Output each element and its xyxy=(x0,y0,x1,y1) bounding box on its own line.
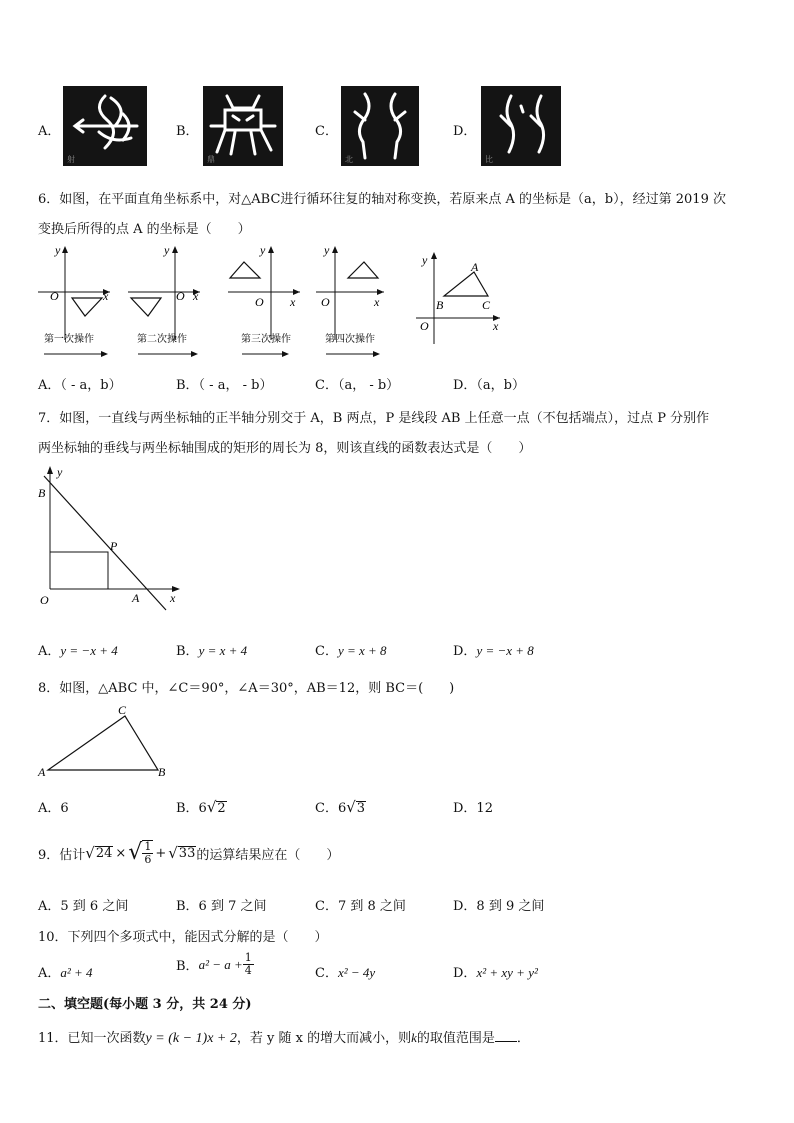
q7-option-d-label: D． xyxy=(453,644,477,659)
q7-point-a-label: A xyxy=(132,591,140,605)
q10-option-a[interactable] xyxy=(38,962,93,981)
q7-option-a-label: A． xyxy=(38,644,61,659)
q8-option-a[interactable]: A．6 xyxy=(38,801,69,816)
q9-fraction xyxy=(142,840,153,866)
q5-glyph-she-drawing xyxy=(63,86,147,166)
q11-suffix: 的取值范围是 xyxy=(416,1031,495,1046)
q6-triangle-3 xyxy=(230,262,260,278)
q8-triangle xyxy=(48,716,158,770)
q7-option-a[interactable] xyxy=(38,640,118,659)
q7-y-label: y xyxy=(57,465,63,479)
q9-option-c[interactable]: C．7 到 8 之间 xyxy=(315,899,406,914)
q6-y-label-4: y xyxy=(324,243,330,257)
q8-option-d[interactable]: D．12 xyxy=(453,801,493,816)
q6-stem-line2: 变换后所得的点 A 的坐标是（ ） xyxy=(38,222,251,237)
q8-point-b-label: B xyxy=(158,765,166,779)
q11-prefix: 11．已知一次函数 xyxy=(38,1031,146,1046)
q10-option-c-label: C． xyxy=(315,966,338,981)
q7-option-b-expr: y = x + 4 xyxy=(198,643,248,658)
q5-glyph-bei-image[interactable] xyxy=(341,86,419,166)
q10-option-a-label: A． xyxy=(38,966,61,981)
q6-step-1-label: 第一次操作 xyxy=(44,334,94,345)
q6-figure xyxy=(30,240,530,366)
q6-option-b[interactable]: B．（ - a， - b） xyxy=(176,378,273,393)
q11-k: k xyxy=(411,1030,417,1045)
q6-step-2-label: 第二次操作 xyxy=(137,334,187,345)
q5-option-b-label: B． xyxy=(176,124,199,139)
q7-figure xyxy=(30,462,190,612)
q8-figure xyxy=(30,700,180,780)
q6-y-label-3: y xyxy=(260,243,266,257)
q8-option-b-label: B．6 xyxy=(176,801,207,816)
q6-panel-1 xyxy=(38,243,110,340)
q10-option-d-label: D． xyxy=(453,966,477,981)
q9-radicand-1: 24 xyxy=(95,846,113,861)
q6-panel-2 xyxy=(128,243,200,340)
q6-x-label-4: x xyxy=(374,295,380,309)
q6-x-label-1: x xyxy=(103,289,109,303)
q7-option-d[interactable] xyxy=(453,640,534,659)
q6-panel-original xyxy=(416,252,500,344)
q6-o-label-1: O xyxy=(50,289,59,303)
q8-option-c-radicand: 3 xyxy=(356,801,366,816)
q10-option-b-denominator: 4 xyxy=(244,964,252,977)
q6-point-a-label: A xyxy=(471,260,479,274)
q8-point-c-label: C xyxy=(118,703,127,717)
q7-stem-line1: 7．如图，一直线与两坐标轴的正半轴分别交于 A，B 两点，P 是线段 AB 上任意一点（不包括端点），过点 P 分别作 xyxy=(38,411,710,426)
q6-o-label-3: O xyxy=(255,295,264,309)
q5-caption-b: 鼎 xyxy=(207,155,215,164)
q9-option-d[interactable]: D．8 到 9 之间 xyxy=(453,899,545,914)
q10-option-b-expr: a² − a + xyxy=(198,956,243,972)
q6-point-c-label: C xyxy=(482,298,491,312)
q10-option-c[interactable] xyxy=(315,962,375,981)
q6-option-a[interactable]: A．（ - a，b） xyxy=(38,378,122,393)
q5-option-a-label: A． xyxy=(38,124,61,139)
q6-step-4-label: 第四次操作 xyxy=(325,334,375,345)
q9-prefix: 9．估计 xyxy=(38,847,86,863)
q7-option-c-label: C． xyxy=(315,644,338,659)
q6-panel-3 xyxy=(228,243,300,340)
q6-operations xyxy=(44,332,380,357)
q11-answer-blank[interactable] xyxy=(495,1031,517,1042)
q9-suffix: 的运算结果应在（ ） xyxy=(196,847,340,863)
q5-glyph-bi-image[interactable] xyxy=(481,86,561,166)
q10-option-b[interactable] xyxy=(176,952,254,977)
q9-option-a[interactable]: A．5 到 6 之间 xyxy=(38,899,129,914)
q8-point-a-label: A xyxy=(38,765,46,779)
q5-glyph-bi-drawing xyxy=(481,86,561,166)
q10-option-b-numerator: 1 xyxy=(244,951,252,964)
q6-o-label-2: O xyxy=(176,289,185,303)
q5-caption-d: 比 xyxy=(485,155,493,164)
q6-y-label-1: y xyxy=(55,243,61,257)
q10-option-a-expr: a² + 4 xyxy=(60,965,93,980)
q5-glyph-she-image[interactable] xyxy=(63,86,147,166)
q9-plus-sign: + xyxy=(155,845,167,861)
q8-option-b-radicand: 2 xyxy=(217,801,226,816)
q7-rectangle xyxy=(50,552,108,589)
q5-glyph-ding-drawing xyxy=(203,86,283,166)
q9-radicand-2: 33 xyxy=(178,846,196,861)
section2-title xyxy=(38,993,252,1012)
q11-middle: ，若 y 随 x 的增大而减小，则 xyxy=(236,1031,412,1046)
q6-option-d[interactable]: D．（a，b） xyxy=(453,378,525,393)
q5-glyph-ding-image[interactable] xyxy=(203,86,283,166)
q6-triangle-2 xyxy=(131,298,161,316)
q6-x-label-5: x xyxy=(493,319,499,333)
q6-x-label-2: x xyxy=(193,289,199,303)
q10-option-d-expr: x² + xy + y² xyxy=(476,965,538,980)
q10-option-c-expr: x² − 4y xyxy=(337,965,376,980)
q8-stem: 8．如图，△ABC 中，∠C＝90°，∠A＝30°，AB＝12，则 BC＝( ) xyxy=(38,681,455,696)
q7-origin-label: O xyxy=(40,593,49,607)
q7-option-b-label: B． xyxy=(176,644,199,659)
q6-point-b-label: B xyxy=(436,298,444,312)
q7-option-c[interactable] xyxy=(315,640,387,659)
q7-option-c-expr: y = x + 8 xyxy=(337,643,387,658)
q6-triangle-1 xyxy=(72,298,102,316)
q11-stem xyxy=(38,1027,530,1047)
q6-triangle-4 xyxy=(348,262,378,278)
q11-end: ． xyxy=(516,1031,530,1046)
q10-option-d[interactable] xyxy=(453,962,538,981)
q8-option-b[interactable]: B．6√2 xyxy=(176,798,226,816)
q7-line-ab xyxy=(44,476,166,610)
q9-fraction-denominator: 6 xyxy=(144,853,152,866)
q5-glyph-bei-drawing xyxy=(341,86,419,166)
q6-triangle-original xyxy=(444,272,488,296)
q9-fraction-numerator: 1 xyxy=(144,840,152,853)
q7-point-b-label: B xyxy=(38,486,46,500)
q6-step-3-label: 第三次操作 xyxy=(241,334,291,345)
q5-option-c-label: C． xyxy=(315,124,338,139)
q7-option-b[interactable] xyxy=(176,640,247,659)
q10-option-b-fraction xyxy=(243,952,254,977)
q6-option-c[interactable]: C．（a， - b） xyxy=(315,378,400,393)
q11-function-expr: y = (k − 1)x + 2 xyxy=(145,1031,237,1046)
q7-stem-line2: 两坐标轴的垂线与两坐标轴围成的矩形的周长为 8，则该直线的函数表达式是（ ） xyxy=(38,441,532,456)
q6-y-label-5: y xyxy=(422,253,428,267)
q8-option-c-label: C．6 xyxy=(315,801,347,816)
q8-option-c[interactable]: C．6√3 xyxy=(315,798,366,816)
section2-title-text: 二、填空题(每小题 3 分，共 24 分) xyxy=(38,997,252,1012)
q7-x-label: x xyxy=(170,591,176,605)
q9-stem: 9．估计 √ 24 × √ $\frac{1}{6}$ + √ 33 的运算结果应在（ ） xyxy=(38,840,340,866)
q6-panel-4 xyxy=(316,243,384,340)
q6-o-label-5: O xyxy=(420,319,429,333)
q7-option-d-expr: y = −x + 8 xyxy=(476,643,534,658)
q7-point-p-label: P xyxy=(110,539,118,553)
q7-option-a-expr: y = −x + 4 xyxy=(60,643,118,658)
q6-stem-line1: 6．如图，在平面直角坐标系中，对△ABC进行循环往复的轴对称变换，若原来点 A 的坐标是（a，b），经过第 2019 次 xyxy=(38,192,726,207)
q10-stem: 10．下列四个多项式中，能因式分解的是（ ） xyxy=(38,930,328,945)
q5-caption-a: 射 xyxy=(67,155,75,164)
q9-times-sign: × xyxy=(115,845,127,861)
q6-x-label-3: x xyxy=(290,295,296,309)
q10-option-b-label: B． xyxy=(176,959,199,974)
q6-y-label-2: y xyxy=(164,243,170,257)
q9-option-b[interactable]: B．6 到 7 之间 xyxy=(176,899,267,914)
q6-o-label-4: O xyxy=(321,295,330,309)
q5-caption-c: 北 xyxy=(345,155,353,164)
q5-option-d-label: D． xyxy=(453,124,477,139)
